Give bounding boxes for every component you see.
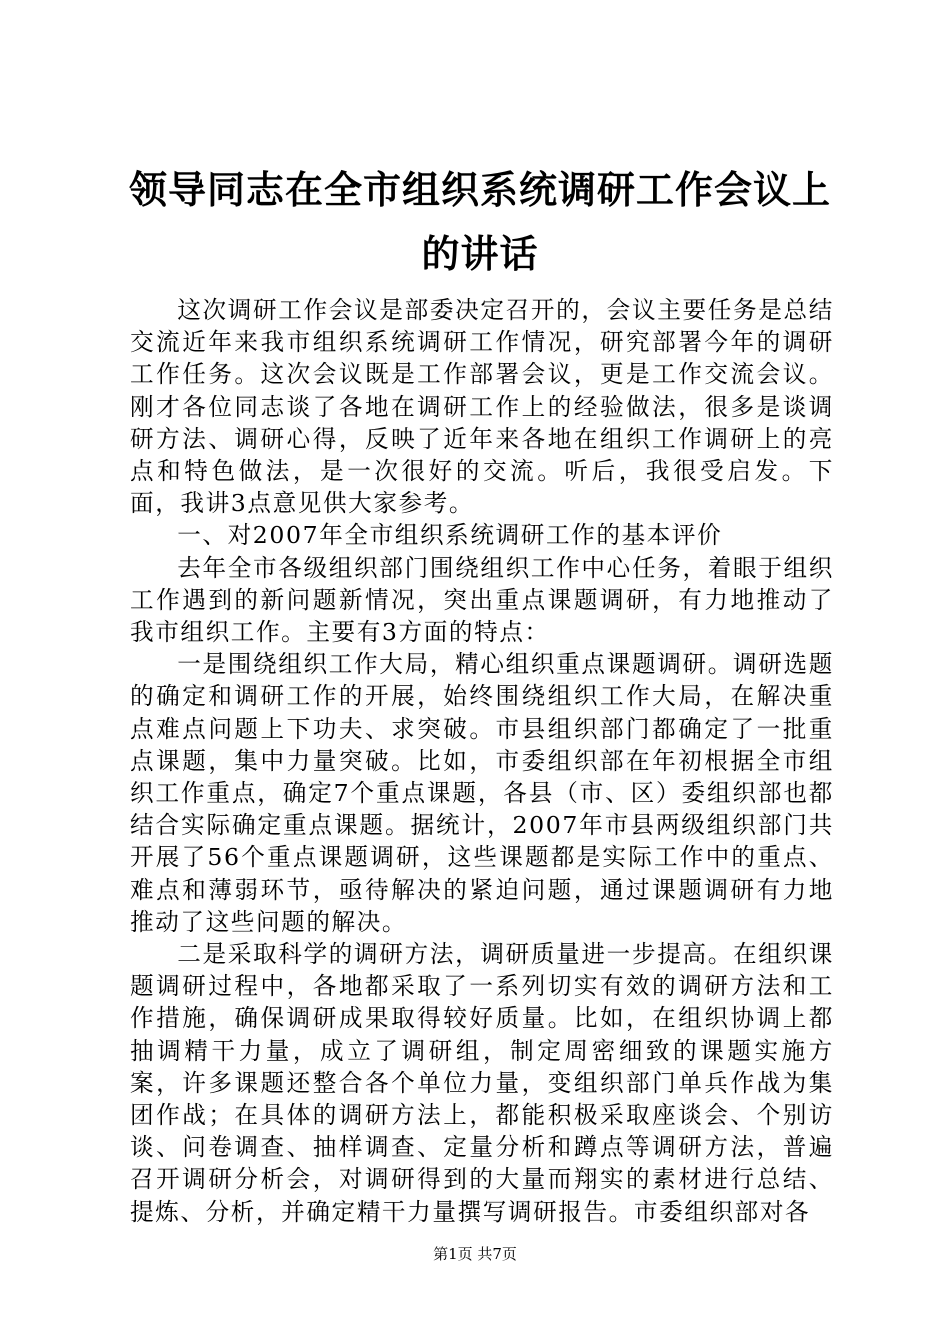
document-body bbox=[130, 294, 834, 1228]
paragraph-intro: 这次调研工作会议是部委决定召开的，会议主要任务是总结交流近年来我市组织系统调研工作情况，研究部署今年的调研工作任务。这次会议既是工作部署会议，更是工作交流会议。刚才各位同志谈了各地在调研工作上的经验做法，很多是谈调研方法、调研心得，反映了近年来各地在组织工作调研上的亮点和特色做法，是一次很好的交流。听后，我很受启发。下面，我讲3点意见供大家参考。 bbox=[130, 296, 834, 518]
page-number-footer: 第1页 共7页 bbox=[433, 1245, 517, 1263]
paragraph-point-1: 一是围绕组织工作大局，精心组织重点课题调研。调研选题的确定和调研工作的开展，始终围绕组织工作大局，在解决重点难点问题上下功夫、求突破。市县组织部门都确定了一批重点课题，集中力量突破。比如，市委组织部在年初根据全市组织工作重点，确定7个重点课题，各县（市、区）委组织部也都结合实际确定重点课题。据统计，2007年市县两级组织部门共开展了56个重点课题调研，这些课题都是实际工作中的重点、难点和薄弱环节，亟待解决的紧迫问题，通过课题调研有力地推动了这些问题的解决。 bbox=[130, 650, 834, 936]
paragraph-point-2: 二是采取科学的调研方法，调研质量进一步提高。在组织课题调研过程中，各地都采取了一系列切实有效的调研方法和工作措施，确保调研成果取得较好质量。比如，在组织协调上都抽调精干力量，成立了调研组，制定周密细致的课题实施方案，许多课题还整合各个单位力量，变组织部门单兵作战为集团作战；在具体的调研方法上，都能积极采取座谈会、个别访谈、问卷调查、抽样调查、定量分析和蹲点等调研方法，普遍召开调研分析会，对调研得到的大量而翔实的素材进行总结、提炼、分析，并确定精干力量撰写调研报告。市委组织部对各 bbox=[130, 940, 834, 1226]
paragraph-overview: 去年全市各级组织部门围绕组织工作中心任务，着眼于组织工作遇到的新问题新情况，突出重点课题调研，有力地推动了我市组织工作。主要有3方面的特点： bbox=[130, 553, 834, 647]
document-title: 领导同志在全市组织系统调研工作会议上的讲话 bbox=[128, 168, 831, 276]
section-heading-1: 一、对2007年全市组织系统调研工作的基本评价 bbox=[177, 521, 723, 550]
